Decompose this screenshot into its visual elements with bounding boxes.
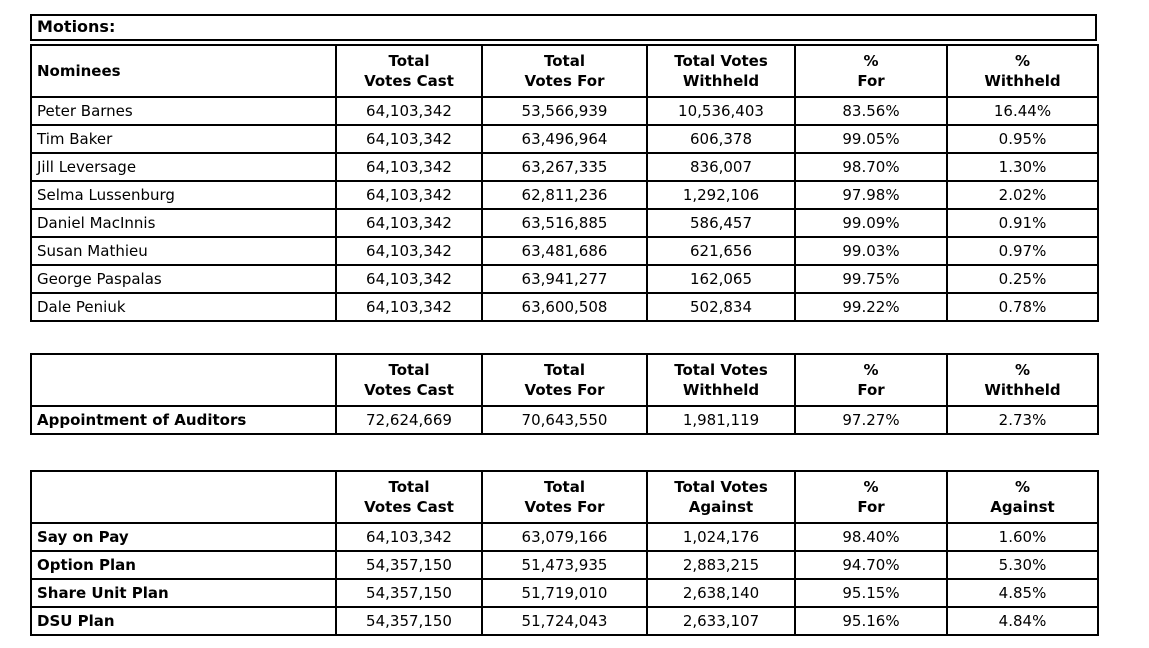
header-line: For: [857, 498, 885, 516]
header-line: Total: [388, 477, 430, 496]
total-votes-withheld: 836,007: [647, 153, 795, 181]
table-row: [31, 97, 1098, 125]
header-line: Withheld: [984, 381, 1061, 399]
motion-name: DSU Plan: [31, 607, 336, 635]
total-votes-cast-header: [336, 354, 482, 406]
table-row: [31, 181, 1098, 209]
header-line: Votes For: [524, 498, 605, 516]
pct-for: 98.40%: [795, 523, 947, 551]
total-votes-cast: 54,357,150: [336, 607, 482, 635]
nominee-name: Tim Baker: [31, 125, 336, 153]
motion-name: Share Unit Plan: [31, 579, 336, 607]
table-row: [31, 265, 1098, 293]
table-row: [31, 406, 1098, 434]
total-votes-cast-header: [336, 45, 482, 97]
pct-for: 99.75%: [795, 265, 947, 293]
plans-header-row: [31, 471, 1098, 523]
total-votes-cast: 64,103,342: [336, 153, 482, 181]
header-line: Total: [388, 51, 430, 70]
pct-for: 98.70%: [795, 153, 947, 181]
pct-against: 1.60%: [947, 523, 1098, 551]
pct-against: 4.85%: [947, 579, 1098, 607]
header-line: %: [1014, 360, 1031, 379]
total-votes-for-header: [482, 45, 647, 97]
header-line: Total Votes: [674, 51, 768, 70]
header-line: %: [863, 51, 879, 70]
table-row: [31, 607, 1098, 635]
header-line: Votes Cast: [364, 72, 454, 90]
nominee-name: Susan Mathieu: [31, 237, 336, 265]
total-votes-for: 53,566,939: [482, 97, 647, 125]
pct-for: 95.15%: [795, 579, 947, 607]
total-votes-for-header: [482, 471, 647, 523]
motion-name: Say on Pay: [31, 523, 336, 551]
pct-withheld: 2.73%: [947, 406, 1098, 434]
pct-for: 99.09%: [795, 209, 947, 237]
total-votes-for: 63,941,277: [482, 265, 647, 293]
table-row: [31, 125, 1098, 153]
total-votes-for: 63,600,508: [482, 293, 647, 321]
header-line: Total: [544, 360, 585, 379]
pct-withheld: 0.95%: [947, 125, 1098, 153]
table-row: [31, 551, 1098, 579]
table-row: [31, 153, 1098, 181]
pct-for-header: [795, 471, 947, 523]
pct-for: 99.03%: [795, 237, 947, 265]
pct-against-header: [947, 471, 1098, 523]
pct-withheld: 2.02%: [947, 181, 1098, 209]
header-line: %: [863, 360, 879, 379]
total-votes-withheld: 621,656: [647, 237, 795, 265]
total-votes-against: 2,883,215: [647, 551, 795, 579]
header-line: Total Votes: [674, 477, 768, 496]
total-votes-cast: 64,103,342: [336, 209, 482, 237]
total-votes-cast: 54,357,150: [336, 551, 482, 579]
total-votes-for: 70,643,550: [482, 406, 647, 434]
header-line: Withheld: [682, 381, 760, 399]
header-line: Total: [544, 477, 585, 496]
total-votes-withheld: 1,981,119: [647, 406, 795, 434]
nominees-header: Nominees: [31, 45, 336, 97]
total-votes-withheld: 586,457: [647, 209, 795, 237]
header-line: Against: [990, 498, 1055, 516]
total-votes-for: 51,719,010: [482, 579, 647, 607]
pct-for: 97.27%: [795, 406, 947, 434]
pct-for: 94.70%: [795, 551, 947, 579]
total-votes-for: 63,267,335: [482, 153, 647, 181]
total-votes-for-header: [482, 354, 647, 406]
nominee-name: Peter Barnes: [31, 97, 336, 125]
pct-withheld-header: [947, 45, 1098, 97]
table-row: [31, 523, 1098, 551]
header-line: Votes For: [524, 381, 605, 399]
total-votes-withheld: 606,378: [647, 125, 795, 153]
total-votes-cast: 54,357,150: [336, 579, 482, 607]
header-line: For: [857, 381, 885, 399]
pct-withheld: 1.30%: [947, 153, 1098, 181]
pct-for: 99.22%: [795, 293, 947, 321]
pct-for: 99.05%: [795, 125, 947, 153]
total-votes-withheld: 162,065: [647, 265, 795, 293]
header-line: Total: [388, 360, 430, 379]
nominee-name: Daniel MacInnis: [31, 209, 336, 237]
nominees-header-row: [31, 45, 1098, 97]
table-row: [31, 237, 1098, 265]
total-votes-for: 63,481,686: [482, 237, 647, 265]
nominee-name: Selma Lussenburg: [31, 181, 336, 209]
total-votes-cast-header: [336, 471, 482, 523]
nominee-name: Jill Leversage: [31, 153, 336, 181]
total-votes-against: 2,638,140: [647, 579, 795, 607]
pct-against: 5.30%: [947, 551, 1098, 579]
total-votes-cast: 64,103,342: [336, 237, 482, 265]
nominee-name: George Paspalas: [31, 265, 336, 293]
header-line: Votes Cast: [364, 498, 454, 516]
header-line: %: [1014, 477, 1031, 496]
header-line: %: [863, 477, 879, 496]
empty-header-cell: [31, 354, 336, 406]
total-votes-cast: 64,103,342: [336, 125, 482, 153]
table-row: [31, 293, 1098, 321]
header-line: %: [1014, 51, 1031, 70]
header-line: Against: [688, 498, 754, 516]
header-line: Withheld: [682, 72, 760, 90]
total-votes-cast: 64,103,342: [336, 523, 482, 551]
auditors-header-row: [31, 354, 1098, 406]
total-votes-cast: 72,624,669: [336, 406, 482, 434]
pct-for: 97.98%: [795, 181, 947, 209]
motion-name: Appointment of Auditors: [31, 406, 336, 434]
total-votes-against-header: [647, 471, 795, 523]
total-votes-withheld-header: [647, 45, 795, 97]
header-line: Votes For: [524, 72, 605, 90]
table-row: [31, 579, 1098, 607]
pct-withheld: 0.91%: [947, 209, 1098, 237]
total-votes-withheld-header: [647, 354, 795, 406]
total-votes-cast: 64,103,342: [336, 293, 482, 321]
header-line: Withheld: [984, 72, 1061, 90]
total-votes-for: 62,811,236: [482, 181, 647, 209]
total-votes-against: 1,024,176: [647, 523, 795, 551]
pct-for-header: [795, 45, 947, 97]
total-votes-for: 51,724,043: [482, 607, 647, 635]
pct-withheld: 16.44%: [947, 97, 1098, 125]
nominees-table: [30, 44, 1099, 322]
pct-withheld: 0.97%: [947, 237, 1098, 265]
total-votes-withheld: 10,536,403: [647, 97, 795, 125]
empty-header-cell: [31, 471, 336, 523]
table-row: [31, 209, 1098, 237]
auditors-table: [30, 353, 1099, 435]
total-votes-for: 63,516,885: [482, 209, 647, 237]
pct-for: 83.56%: [795, 97, 947, 125]
total-votes-cast: 64,103,342: [336, 181, 482, 209]
pct-for-header: [795, 354, 947, 406]
total-votes-for: 51,473,935: [482, 551, 647, 579]
total-votes-for: 63,079,166: [482, 523, 647, 551]
total-votes-withheld: 502,834: [647, 293, 795, 321]
header-line: Votes Cast: [364, 381, 454, 399]
total-votes-against: 2,633,107: [647, 607, 795, 635]
pct-against: 4.84%: [947, 607, 1098, 635]
pct-for: 95.16%: [795, 607, 947, 635]
plans-table: [30, 470, 1099, 636]
total-votes-withheld: 1,292,106: [647, 181, 795, 209]
pct-withheld-header: [947, 354, 1098, 406]
header-line: Total: [544, 51, 585, 70]
header-line: Total Votes: [674, 360, 768, 379]
nominee-name: Dale Peniuk: [31, 293, 336, 321]
header-line: For: [857, 72, 885, 90]
total-votes-for: 63,496,964: [482, 125, 647, 153]
motions-title: Motions:: [30, 14, 1097, 41]
total-votes-cast: 64,103,342: [336, 265, 482, 293]
pct-withheld: 0.78%: [947, 293, 1098, 321]
motion-name: Option Plan: [31, 551, 336, 579]
pct-withheld: 0.25%: [947, 265, 1098, 293]
total-votes-cast: 64,103,342: [336, 97, 482, 125]
